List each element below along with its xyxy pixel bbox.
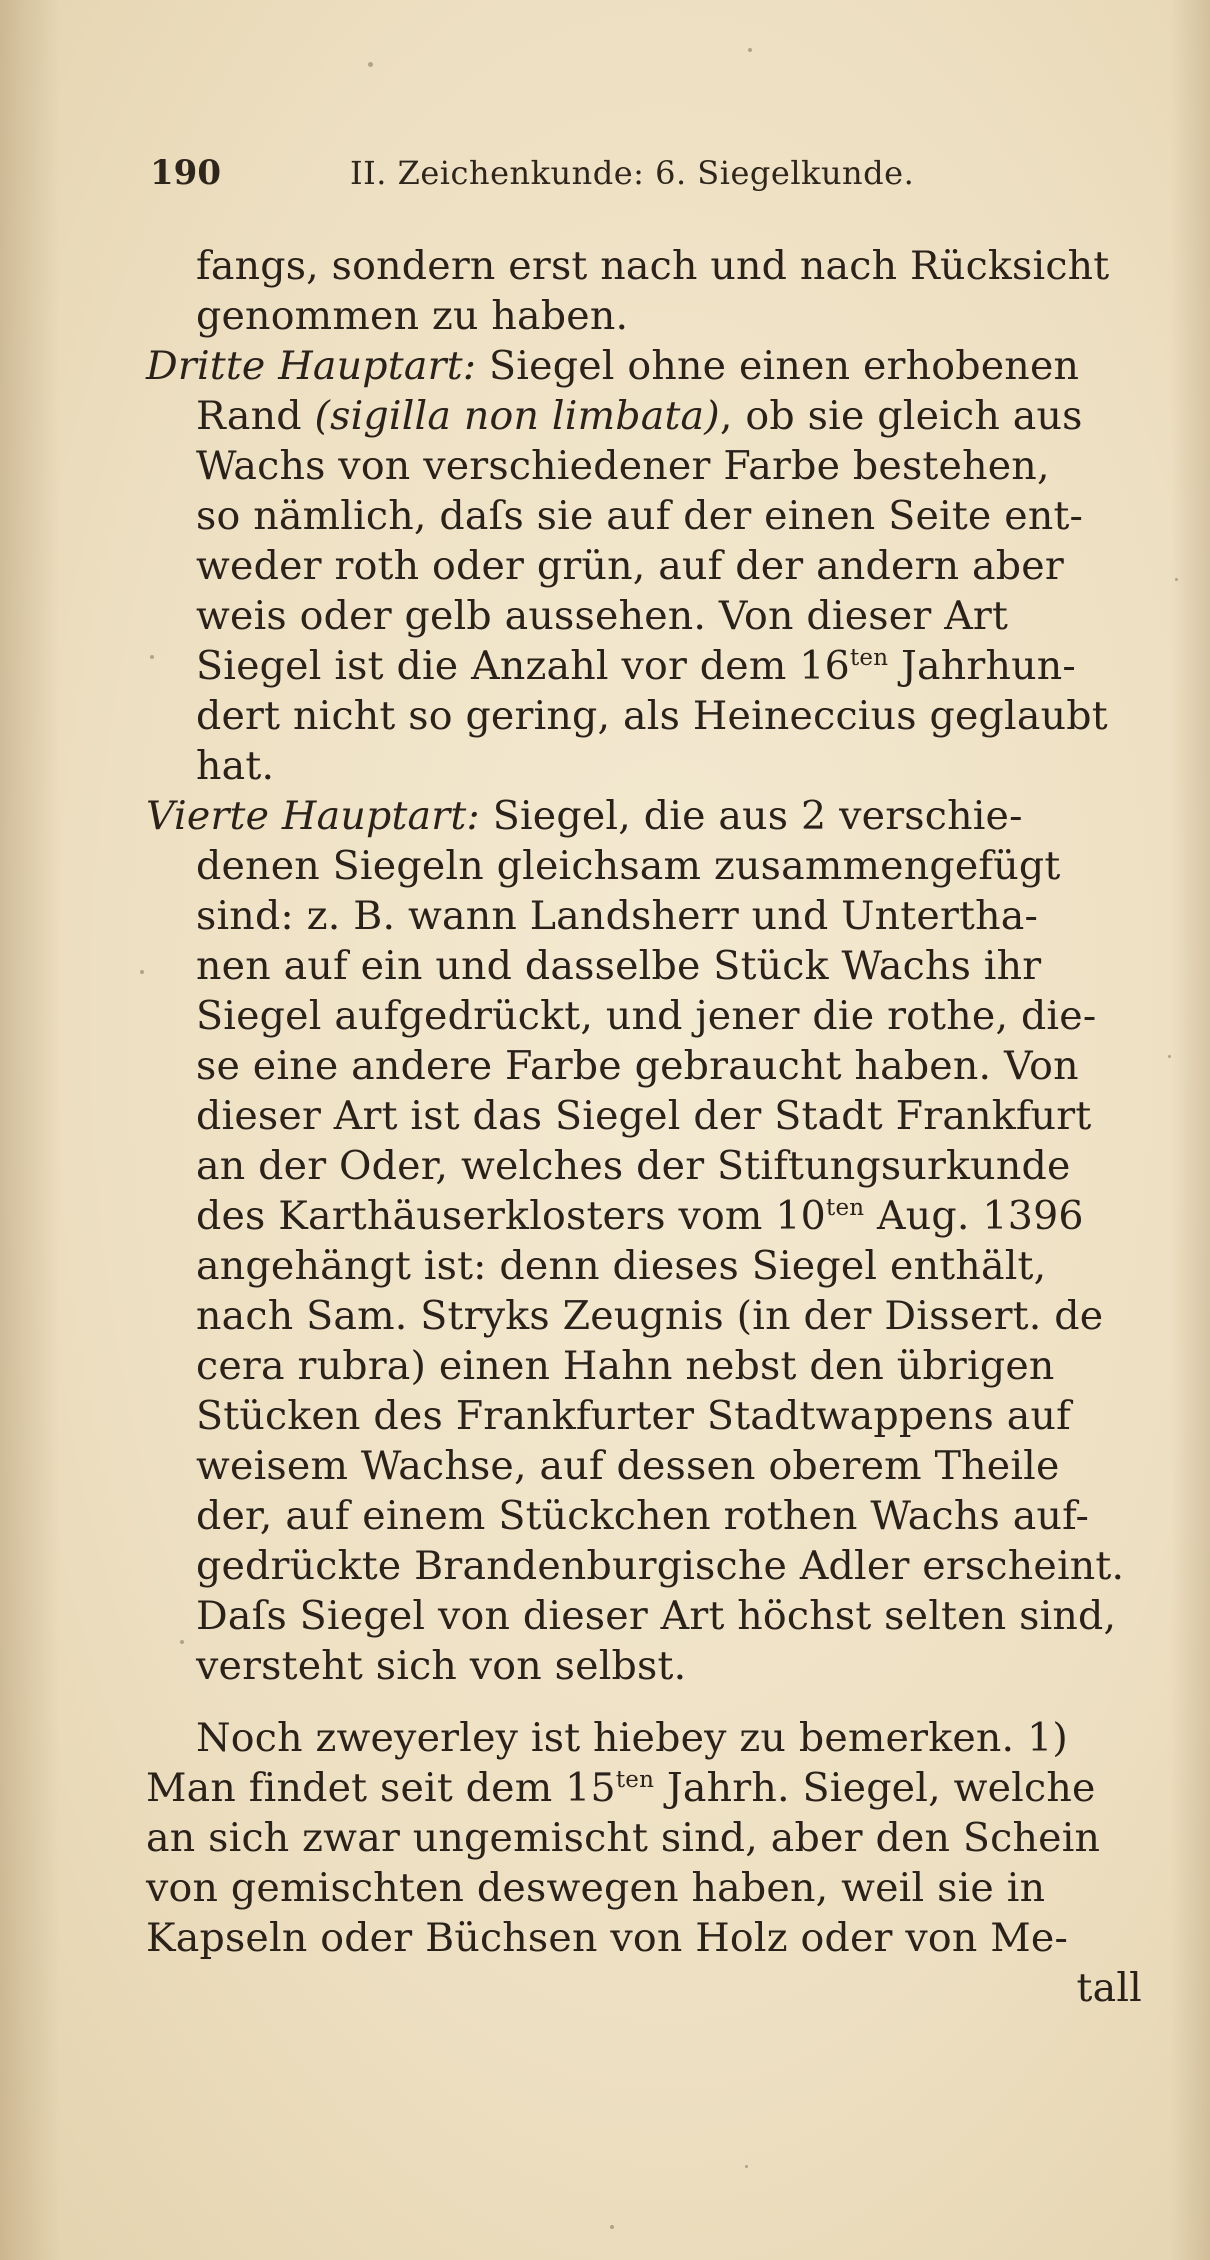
text-line: Vierte Hauptart: Siegel, die aus 2 verschie- [146,793,1023,839]
text-line: versteht sich von selbst. [196,1643,687,1689]
text-line: sind: z. B. wann Landsherr und Untertha- [196,893,1039,939]
text-line: dert nicht so gering, als Heineccius geglaubt [196,693,1108,739]
paper-speck [140,970,144,974]
text-line: Noch zweyerley ist hiebey zu bemerken. 1) [196,1715,1069,1761]
page-header [150,148,1150,198]
paper-speck [150,655,154,659]
paper-speck [180,1640,184,1644]
text-line: Daſs Siegel von dieser Art höchst selten sind, [196,1593,1117,1639]
text-line: Stücken des Frankfurter Stadtwappens auf [196,1393,1071,1439]
page-number: 190 [150,153,221,193]
text-line: dieser Art ist das Siegel der Stadt Frankfurt [196,1093,1092,1139]
text-line: cera rubra) einen Hahn nebst den übrigen [196,1343,1055,1389]
paper-speck [610,2225,614,2229]
paper-speck [748,48,752,52]
paper-speck [745,2165,748,2168]
text-line: nach Sam. Stryks Zeugnis (in der Dissert. de [196,1293,1104,1339]
paper-speck [1175,578,1178,581]
text-line: Man findet seit dem $15^{ten}$ Jahrh. Siegel, welche [146,1765,1096,1811]
text-line: so nämlich, daſs sie auf der einen Seite ent- [196,493,1084,539]
paper-speck [1168,1055,1171,1058]
latin-term: (sigilla non limbata) [314,393,720,439]
text-line: hat. [196,743,275,789]
text-line: der, auf einem Stückchen rothen Wachs auf- [196,1493,1090,1539]
text-line: gedrückte Brandenburgische Adler erscheint. [196,1543,1125,1589]
text-line: Siegel ist die Anzahl vor dem $16^{ten}$ Jahrhun- [196,643,1076,689]
text-line: von gemischten deswegen haben, weil sie in [146,1865,1046,1911]
section-label-dritte: Dritte Hauptart: [146,343,477,389]
text-line: an sich zwar ungemischt sind, aber den Schein [146,1815,1101,1861]
text-line: Rand (sigilla non limbata), ob sie gleich aus [196,393,1083,439]
text-line: denen Siegeln gleichsam zusammengefügt [196,843,1061,889]
text-line: weisem Wachse, auf dessen oberem Theile [196,1443,1060,1489]
text-line: Wachs von verschiedener Farbe bestehen, [196,443,1050,489]
text-line: Kapseln oder Büchsen von Holz oder von Me- [146,1915,1069,1961]
text-line: Dritte Hauptart: Siegel ohne einen erhobenen [146,343,1080,389]
text-line: weis oder gelb aussehen. Von dieser Art [196,593,1009,639]
text-line: nen auf ein und dasselbe Stück Wachs ihr [196,943,1042,989]
catchword: tall [1076,1965,1142,2011]
text-line: genommen zu haben. [196,293,629,339]
paper-speck [368,62,373,67]
section-label-vierte: Vierte Hauptart: [146,793,480,839]
text-line: des Karthäuserklosters vom $10^{ten}$ Aug. 1396 [196,1193,1084,1239]
running-head: II. Zeichenkunde: 6. Siegelkunde. [350,154,915,192]
text-line: fangs, sondern erst nach und nach Rücksicht [196,243,1110,289]
text-line: an der Oder, welches der Stiftungsurkunde [196,1143,1071,1189]
text-line: Siegel aufgedrückt, und jener die rothe, die- [196,993,1097,1039]
text-line: weder roth oder grün, auf der andern aber [196,543,1064,589]
text-line: angehängt ist: denn dieses Siegel enthält, [196,1243,1047,1289]
text-line: se eine andere Farbe gebraucht haben. Von [196,1043,1079,1089]
